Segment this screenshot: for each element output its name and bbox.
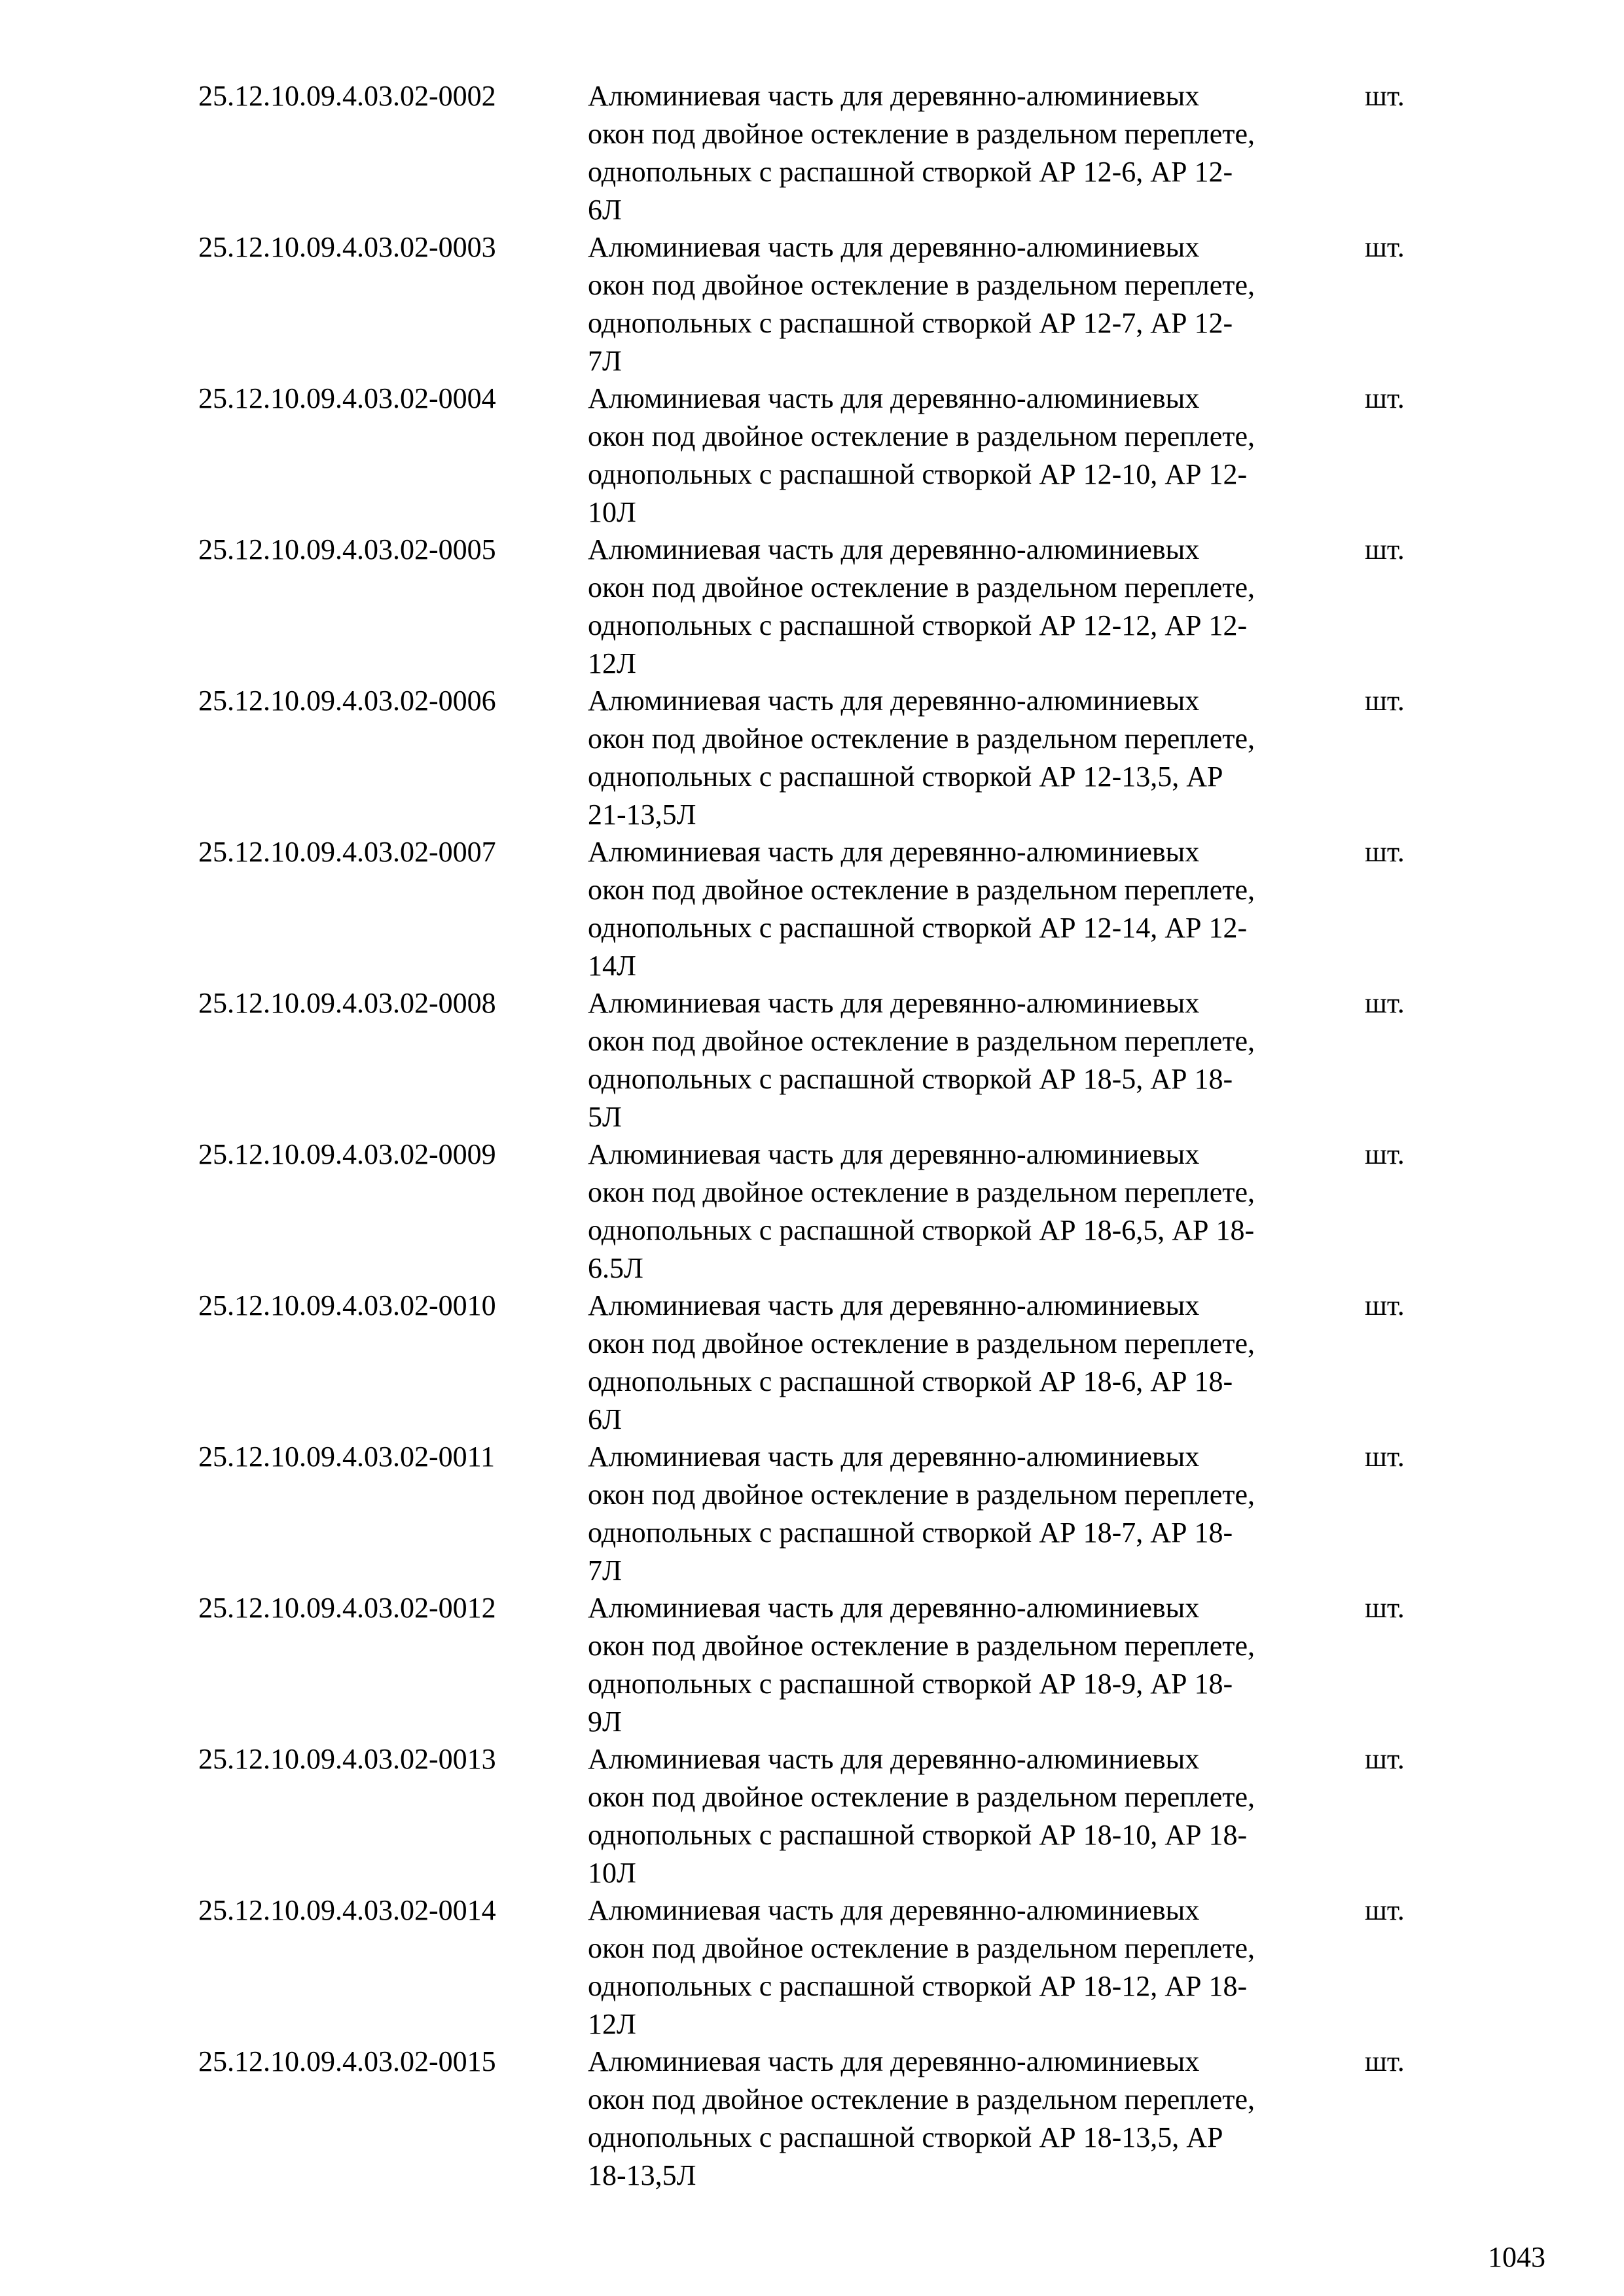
description-line: 6.5Л [588,1252,643,1284]
description-line: 10Л [588,496,636,528]
description-line: Алюминиевая часть для деревянно-алюминиевых [588,1138,1200,1170]
description-line: 6Л [588,1403,622,1435]
description-line: 10Л [588,1857,636,1889]
item-code: 25.12.10.09.4.03.02-0009 [198,1138,496,1170]
item-description [588,228,1360,380]
description-line: Алюминиевая часть для деревянно-алюминиевых [588,1592,1200,1624]
list-item [0,77,1624,228]
description-line: 6Л [588,194,622,226]
list-item [0,833,1624,984]
description-line: Алюминиевая часть для деревянно-алюминиевых [588,231,1200,263]
item-code: 25.12.10.09.4.03.02-0005 [198,533,496,565]
description-line: однопольных с распашной створкой АР 12-12, АР 12- [588,609,1248,641]
item-code: 25.12.10.09.4.03.02-0015 [198,2045,496,2077]
description-line: однопольных с распашной створкой АР 18-5, АР 18- [588,1063,1233,1095]
item-unit: шт. [1365,987,1405,1019]
description-line: Алюминиевая часть для деревянно-алюминиевых [588,382,1200,414]
description-line: окон под двойное остекление в раздельном переплете, [588,269,1255,301]
description-line: однопольных с распашной створкой АР 12-14, АР 12- [588,912,1248,944]
list-item [0,228,1624,380]
list-item [0,984,1624,1136]
item-unit: шт. [1365,231,1405,263]
item-unit: шт. [1365,1592,1405,1624]
item-unit: шт. [1365,1289,1405,1321]
description-line: однопольных с распашной створкой АР 18-9, АР 18- [588,1668,1233,1700]
item-unit: шт. [1365,382,1405,414]
description-line: однопольных с распашной створкой АР 18-6,5, АР 18- [588,1214,1255,1246]
item-unit: шт. [1365,1894,1405,1926]
item-code: 25.12.10.09.4.03.02-0002 [198,80,496,112]
item-description [588,77,1360,229]
description-line: окон под двойное остекление в раздельном переплете, [588,1932,1255,1964]
item-code: 25.12.10.09.4.03.02-0006 [198,685,496,717]
item-code: 25.12.10.09.4.03.02-0011 [198,1441,496,1473]
item-description [588,1589,1360,1741]
item-code: 25.12.10.09.4.03.02-0012 [198,1592,496,1624]
list-item [0,1589,1624,1740]
description-line: Алюминиевая часть для деревянно-алюминиевых [588,1743,1200,1775]
item-unit: шт. [1365,533,1405,565]
list-item [0,2043,1624,2194]
description-line: окон под двойное остекление в раздельном переплете, [588,2083,1255,2115]
description-line: однопольных с распашной створкой АР 18-10, АР 18- [588,1819,1248,1851]
item-description [588,984,1360,1136]
item-description [588,682,1360,834]
description-line: однопольных с распашной створкой АР 18-6, АР 18- [588,1365,1233,1397]
description-line: 7Л [588,1554,622,1587]
description-line: окон под двойное остекление в раздельном переплете, [588,1327,1255,1359]
price-list [0,77,1624,2194]
page-number: 1043 [1488,2241,1545,2273]
list-item [0,380,1624,531]
list-item [0,1892,1624,2043]
item-description [588,380,1360,531]
description-line: Алюминиевая часть для деревянно-алюминиевых [588,987,1200,1019]
description-line: Алюминиевая часть для деревянно-алюминиевых [588,80,1200,112]
item-unit: шт. [1365,1138,1405,1170]
description-line: Алюминиевая часть для деревянно-алюминиевых [588,1289,1200,1321]
item-description [588,833,1360,985]
item-description [588,1740,1360,1892]
description-line: окон под двойное остекление в раздельном переплете, [588,420,1255,452]
description-line: 21-13,5Л [588,798,696,831]
item-unit: шт. [1365,1743,1405,1775]
list-item [0,1136,1624,1287]
description-line: 7Л [588,345,622,377]
description-line: 9Л [588,1706,622,1738]
description-line: однопольных с распашной створкой АР 12-7, АР 12- [588,307,1233,339]
description-line: однопольных с распашной створкой АР 18-13,5, АР [588,2121,1223,2153]
description-line: окон под двойное остекление в раздельном переплете, [588,1781,1255,1813]
list-item [0,531,1624,682]
item-code: 25.12.10.09.4.03.02-0014 [198,1894,496,1926]
description-line: окон под двойное остекление в раздельном переплете, [588,1630,1255,1662]
item-unit: шт. [1365,2045,1405,2077]
item-description [588,2043,1360,2195]
description-line: однопольных с распашной створкой АР 12-6, АР 12- [588,156,1233,188]
description-line: 18-13,5Л [588,2159,696,2191]
description-line: окон под двойное остекление в раздельном переплете, [588,723,1255,755]
description-line: окон под двойное остекление в раздельном переплете, [588,1176,1255,1208]
description-line: Алюминиевая часть для деревянно-алюминиевых [588,2045,1200,2077]
item-code: 25.12.10.09.4.03.02-0008 [198,987,496,1019]
description-line: 12Л [588,647,636,679]
list-item [0,1438,1624,1589]
description-line: 5Л [588,1101,622,1133]
item-code: 25.12.10.09.4.03.02-0003 [198,231,496,263]
list-item [0,1287,1624,1438]
item-code: 25.12.10.09.4.03.02-0013 [198,1743,496,1775]
item-code: 25.12.10.09.4.03.02-0004 [198,382,496,414]
description-line: однопольных с распашной створкой АР 12-10, АР 12- [588,458,1248,490]
description-line: Алюминиевая часть для деревянно-алюминиевых [588,1441,1200,1473]
description-line: однопольных с распашной створкой АР 18-12, АР 18- [588,1970,1248,2002]
description-line: однопольных с распашной створкой АР 18-7, АР 18- [588,1516,1233,1549]
list-item [0,682,1624,833]
item-unit: шт. [1365,80,1405,112]
description-line: окон под двойное остекление в раздельном переплете, [588,874,1255,906]
item-unit: шт. [1365,836,1405,868]
item-description [588,531,1360,683]
description-line: окон под двойное остекление в раздельном переплете, [588,571,1255,603]
item-code: 25.12.10.09.4.03.02-0010 [198,1289,496,1321]
item-description [588,1136,1360,1287]
description-line: окон под двойное остекление в раздельном переплете, [588,1479,1255,1511]
description-line: Алюминиевая часть для деревянно-алюминиевых [588,533,1200,565]
item-code: 25.12.10.09.4.03.02-0007 [198,836,496,868]
description-line: окон под двойное остекление в раздельном переплете, [588,118,1255,150]
description-line: однопольных с распашной створкой АР 12-13,5, АР [588,761,1223,793]
item-description [588,1892,1360,2043]
item-description [588,1287,1360,1439]
description-line: 12Л [588,2008,636,2040]
description-line: Алюминиевая часть для деревянно-алюминиевых [588,685,1200,717]
item-unit: шт. [1365,685,1405,717]
list-item [0,1740,1624,1892]
description-line: 14Л [588,950,636,982]
description-line: Алюминиевая часть для деревянно-алюминиевых [588,836,1200,868]
description-line: Алюминиевая часть для деревянно-алюминиевых [588,1894,1200,1926]
item-unit: шт. [1365,1441,1405,1473]
item-description [588,1438,1360,1590]
description-line: окон под двойное остекление в раздельном переплете, [588,1025,1255,1057]
